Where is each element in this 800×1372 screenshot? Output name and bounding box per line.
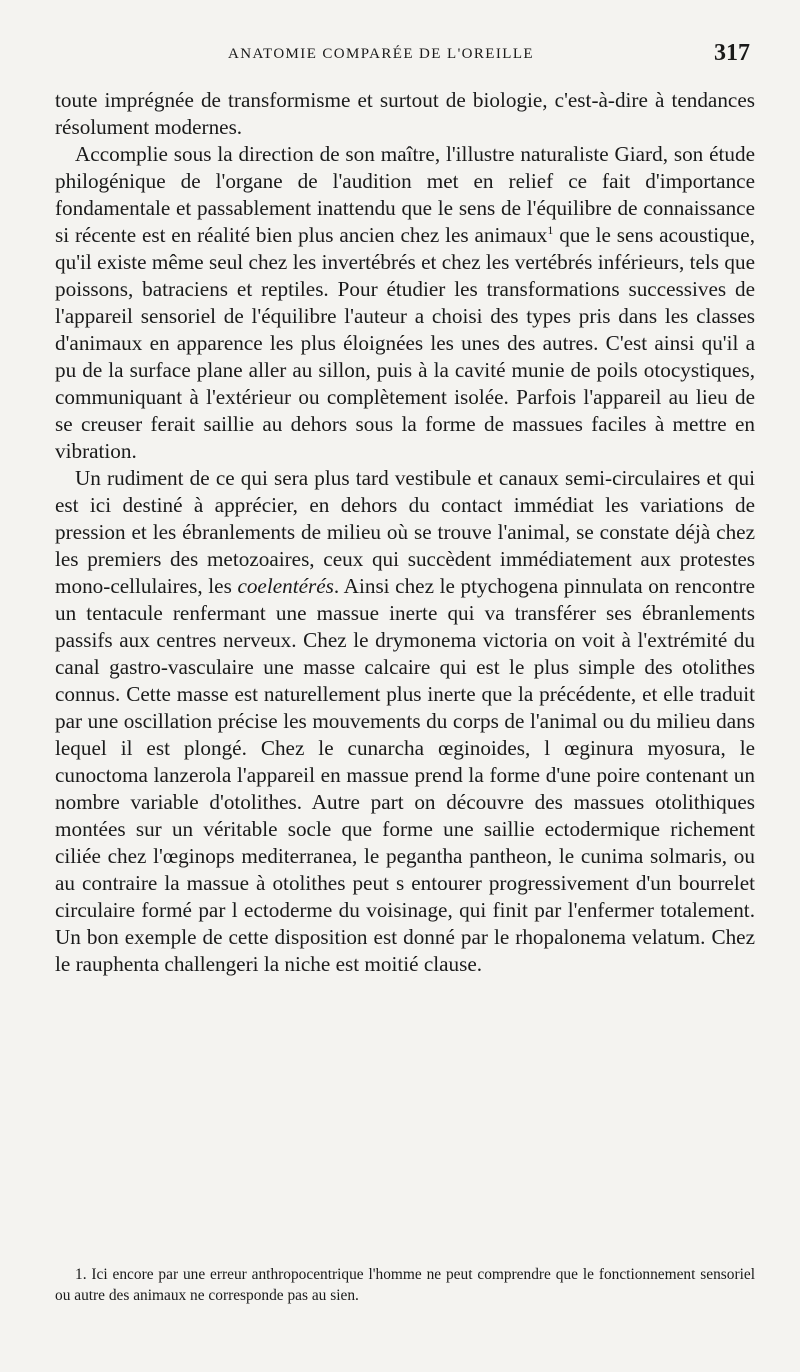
paragraph-giard [55, 141, 755, 465]
paragraph-rudiment [55, 465, 755, 978]
paragraph-3-text-b: . Ainsi chez le ptychogena pinnulata on rencontre un tentacule renfermant une massue inerte qui va transférer ses ébranlements passifs aux centres nerveux. Chez le drymonema victoria on voit à l'extrémité du canal gastro-vasculaire une masse calcaire qui est le plus simple des otolithes connus. Cette masse est naturellement plus inerte que la précédente, et elle traduit par une oscillation précise les mouvements du corps de l'animal ou du milieu dans lequel il est plongé. Chez le cunarcha œginoides, l œginura myosura, le cunoctoma lanzerola l'appareil en massue prend la forme d'une poire contenant un nombre variable d'otolithes. Autre part on découvre des massues otolithiques montées sur un véritable socle que forme une saillie ectodermique richement ciliée chez l'œginops mediterranea, le pegantha pantheon, le cunima solmaris, ou au contraire la massue à otolithes peut s entourer progressivement d'un bourrelet circulaire formé par l ectoderme du voisinage, qui finit par l'enfermer totalement. Un bon exemple de cette disposition est donné par le rhopalonema velatum. Chez le rauphenta challengeri la niche est moitié clause. [55, 574, 755, 976]
paragraph-1-text: toute imprégnée de transformisme et surtout de biologie, c'est-à-dire à tendances résolument modernes. [55, 88, 755, 139]
paragraph-2-text-b: que le sens acoustique, qu'il existe même seul chez les invertébrés et chez les vertébrés inférieurs, tels que poissons, batraciens et reptiles. Pour étudier les transformations successives de l'appareil sensoriel de l'équilibre l'auteur a choisi des types pris dans les classes d'animaux en apparence les plus éloignées les unes des autres. C'est ainsi qu'il a pu de la surface plane aller au sillon, puis à la cavité munie de poils otocystiques, communiquant à l'extérieur ou complètement isolée. Parfois l'appareil au lieu de se creuser ferait saillie au dehors sous la forme de massues faciles à mettre en vibration. [55, 223, 755, 463]
running-title: ANATOMIE COMPARÉE DE L'OREILLE [228, 46, 534, 62]
paragraph-continuation [55, 87, 755, 141]
body-text [55, 87, 755, 978]
italic-term: coelentérés [237, 574, 334, 598]
footnote-1: 1. Ici encore par une erreur anthropocentrique l'homme ne peut comprendre que le fonctionnement sensoriel ou autre des animaux ne corresponde pas au sien. [55, 1266, 755, 1304]
page-number: 317 [714, 40, 750, 66]
footnote-reference[interactable]: 1 [547, 222, 554, 237]
paragraph-3-text-a: Un rudiment de ce qui sera plus tard vestibule et canaux semi-circulaires et qui est ici destiné à apprécier, en dehors du contact immédiat les variations de pression et les ébranlements de milieu où se trouve l'animal, se constate déjà chez les premiers des metozoaires, ceux qui succèdent immédiatement aux protestes mono-cellulaires, les [55, 466, 755, 598]
running-head [0, 40, 800, 70]
paragraph-2-text-a: Accomplie sous la direction de son maître, l'illustre naturaliste Giard, son étude philogénique de l'organe de l'audition met en relief ce fait d'importance fondamentale et passablement inattendu que le sens de l'équilibre de connaissance si récente est en réalité bien plus ancien chez les animaux [55, 142, 755, 247]
footnotes [55, 1265, 755, 1306]
